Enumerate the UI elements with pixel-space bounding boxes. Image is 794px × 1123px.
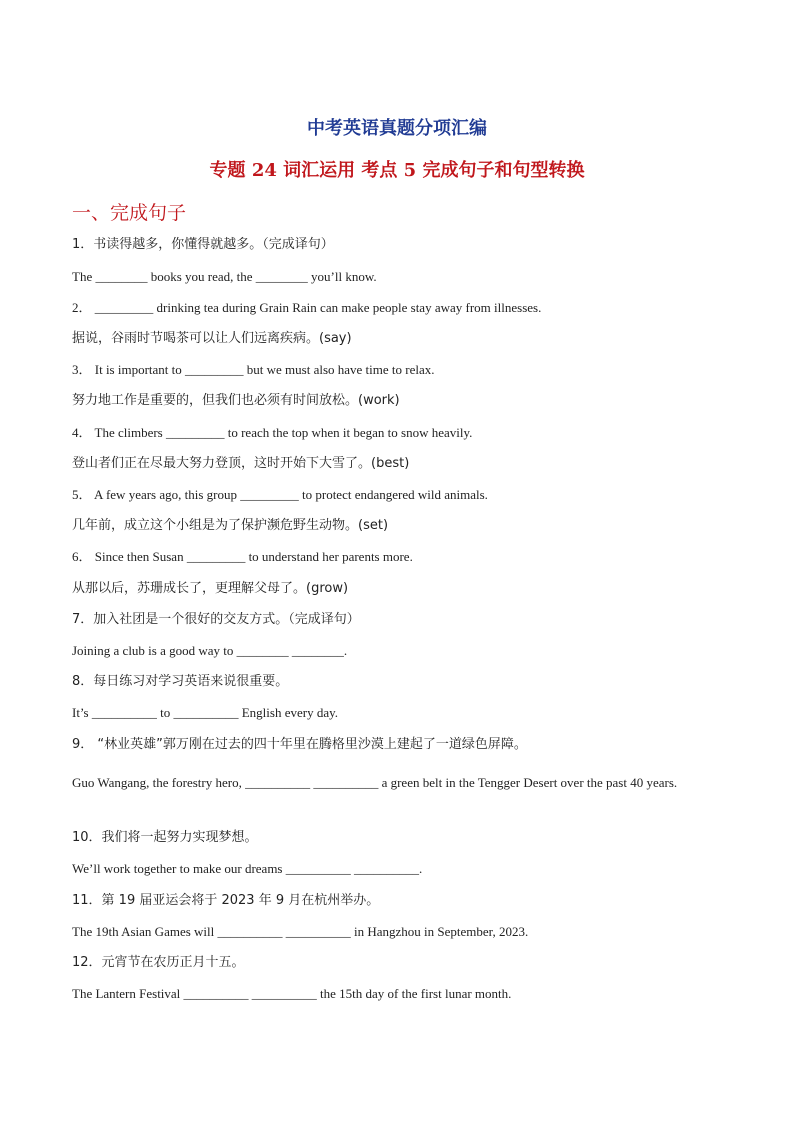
question-12-sentence: The Lantern Festival __________ __________ the 15th day of the first lunar month.	[72, 986, 512, 1001]
question-3-prompt: 3． It is important to _________ but we must also have time to relax.	[72, 362, 435, 377]
question-10-prompt: 10．我们将一起努力实现梦想。	[72, 830, 258, 845]
document-title: 中考英语真题分项汇编	[307, 118, 487, 139]
question-8-sentence: It’s __________ to __________ English every day.	[72, 705, 338, 720]
question-4-prompt: 4． The climbers _________ to reach the top when it began to snow heavily.	[72, 425, 473, 440]
question-6-sentence: 从那以后，苏珊成长了，更理解父母了。(grow)	[72, 581, 349, 596]
question-12-prompt: 12．元宵节在农历正月十五。	[72, 955, 245, 970]
question-10-sentence: We’ll work together to make our dreams __________ __________.	[72, 861, 423, 876]
question-1-prompt: 1．书读得越多，你懂得就越多。（完成译句）	[72, 237, 334, 252]
question-5-sentence: 几年前，成立这个小组是为了保护濒危野生动物。(set)	[72, 518, 389, 533]
question-8-prompt: 8．每日练习对学习英语来说很重要。	[72, 674, 289, 689]
question-9-prompt: 9． “林业英雄”郭万刚在过去的四十年里在腾格里沙漠上建起了一道绿色屏障。	[72, 737, 527, 752]
question-4-sentence: 登山者们正在尽最大努力登顶，这时开始下大雪了。(best)	[72, 456, 410, 471]
question-2-prompt: 2． _________ drinking tea during Grain Rain can make people stay away from illnesses.	[72, 300, 542, 315]
document-subtitle: 专题 24 词汇运用 考点 5 完成句子和句型转换	[209, 160, 585, 181]
question-9-sentence: Guo Wangang, the forestry hero, __________ __________ a green belt in the Tengger Desert over the past 40 years.	[72, 775, 678, 790]
question-11-prompt: 11．第 19 届亚运会将于 2023 年 9 月在杭州举办。	[72, 893, 380, 908]
question-7-prompt: 7．加入社团是一个很好的交友方式。（完成译句）	[72, 612, 360, 627]
question-11-sentence: The 19th Asian Games will __________ __________ in Hangzhou in September, 2023.	[72, 924, 529, 939]
question-7-sentence: Joining a club is a good way to ________ ________.	[72, 643, 348, 658]
question-2-sentence: 据说，谷雨时节喝茶可以让人们远离疾病。(say)	[72, 331, 352, 346]
question-5-prompt: 5． A few years ago, this group _________ to protect endangered wild animals.	[72, 487, 488, 502]
question-3-sentence: 努力地工作是重要的，但我们也必须有时间放松。(work)	[72, 393, 400, 408]
section-heading: 一、完成句子	[72, 202, 187, 224]
question-6-prompt: 6． Since then Susan _________ to understand her parents more.	[72, 549, 413, 564]
question-1-sentence: The ________ books you read, the ________ you’ll know.	[72, 269, 377, 284]
